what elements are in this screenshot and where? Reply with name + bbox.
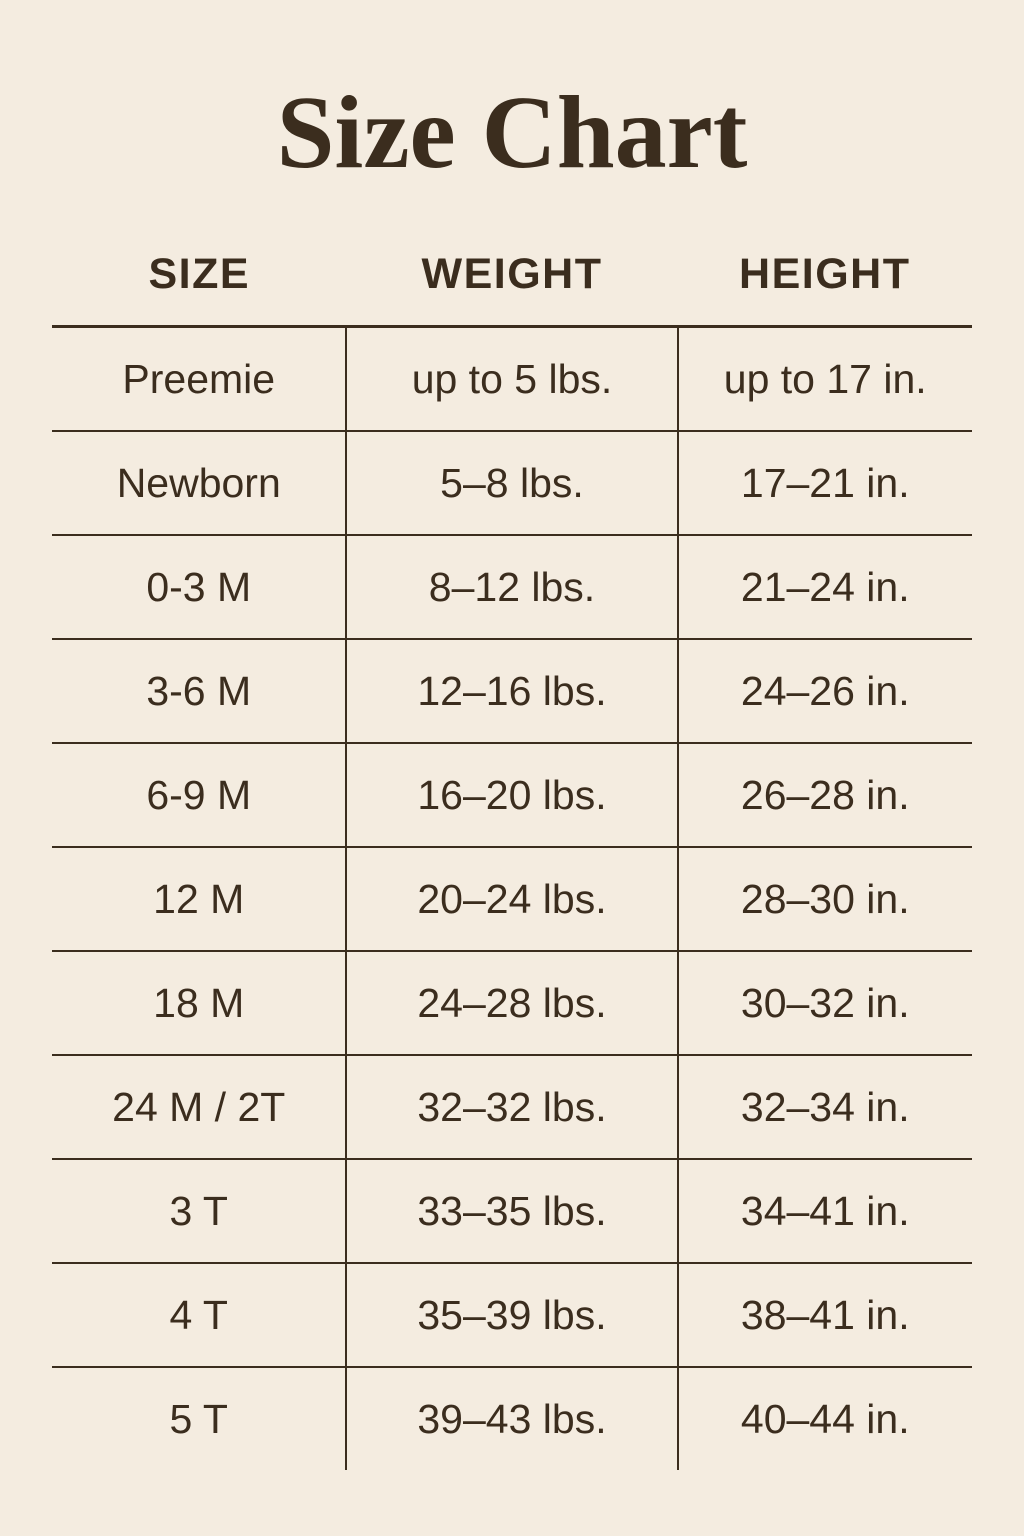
table-row — [52, 1263, 972, 1367]
size-chart-table — [52, 249, 972, 1470]
table-header-row — [52, 249, 972, 327]
column-header-size: SIZE — [52, 249, 346, 327]
table-header — [52, 249, 972, 327]
table-row — [52, 1055, 972, 1159]
cell-weight: 16–20 lbs. — [346, 743, 677, 847]
table-row — [52, 1367, 972, 1470]
column-header-height: HEIGHT — [678, 249, 973, 327]
column-header-weight: WEIGHT — [346, 249, 677, 327]
cell-size: 3 T — [52, 1159, 346, 1263]
cell-height: 24–26 in. — [678, 639, 973, 743]
cell-height: 28–30 in. — [678, 847, 973, 951]
cell-weight: 12–16 lbs. — [346, 639, 677, 743]
cell-height: 34–41 in. — [678, 1159, 973, 1263]
cell-size: 4 T — [52, 1263, 346, 1367]
cell-height: 26–28 in. — [678, 743, 973, 847]
cell-height: 17–21 in. — [678, 431, 973, 535]
size-chart-table-container — [52, 187, 972, 1470]
cell-size: 6-9 M — [52, 743, 346, 847]
table-row — [52, 1159, 972, 1263]
cell-size: 18 M — [52, 951, 346, 1055]
cell-weight: 33–35 lbs. — [346, 1159, 677, 1263]
cell-height: 21–24 in. — [678, 535, 973, 639]
table-row — [52, 327, 972, 432]
table-body — [52, 327, 972, 1471]
table-row — [52, 847, 972, 951]
cell-weight: 5–8 lbs. — [346, 431, 677, 535]
cell-size: 12 M — [52, 847, 346, 951]
cell-weight: 20–24 lbs. — [346, 847, 677, 951]
cell-size: 0-3 M — [52, 535, 346, 639]
table-row — [52, 535, 972, 639]
cell-size: 3-6 M — [52, 639, 346, 743]
table-row — [52, 951, 972, 1055]
cell-weight: up to 5 lbs. — [346, 327, 677, 432]
table-row — [52, 743, 972, 847]
page-title: Size Chart — [276, 75, 748, 190]
cell-size: Newborn — [52, 431, 346, 535]
cell-weight: 32–32 lbs. — [346, 1055, 677, 1159]
cell-height: 32–34 in. — [678, 1055, 973, 1159]
cell-height: 38–41 in. — [678, 1263, 973, 1367]
cell-height: 30–32 in. — [678, 951, 973, 1055]
cell-weight: 35–39 lbs. — [346, 1263, 677, 1367]
cell-height: up to 17 in. — [678, 327, 973, 432]
cell-weight: 39–43 lbs. — [346, 1367, 677, 1470]
cell-size: Preemie — [52, 327, 346, 432]
table-row — [52, 431, 972, 535]
cell-size: 5 T — [169, 1395, 228, 1442]
table-row — [52, 639, 972, 743]
cell-size: 24 M / 2T — [52, 1055, 346, 1159]
cell-weight: 24–28 lbs. — [346, 951, 677, 1055]
cell-weight: 8–12 lbs. — [346, 535, 677, 639]
cell-height: 40–44 in. — [740, 1395, 910, 1442]
